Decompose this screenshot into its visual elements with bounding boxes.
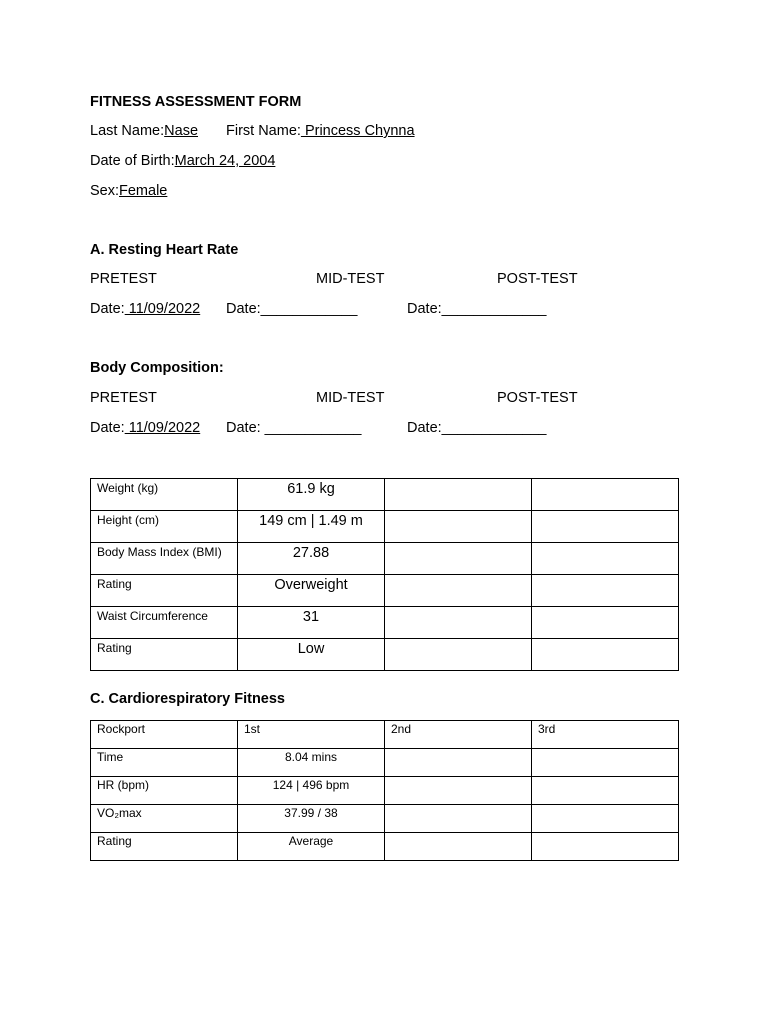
row-value: Average [238,833,385,861]
name-line [90,123,198,139]
resting-pre-date-label: Date: [90,301,125,317]
column-header: 2nd [385,721,532,749]
row-value: 31 [238,607,385,639]
empty-cell [532,749,679,777]
body-comp-mid-date: Date: ____________ [226,420,362,436]
table-row [91,543,679,575]
row-label: Rating [91,833,238,861]
resting-pre-date-value: 11/09/2022 [124,301,201,317]
row-label: Waist Circumference [91,607,238,639]
table-row [91,749,679,777]
row-label: Height (cm) [91,511,238,543]
row-value: 27.88 [238,543,385,575]
empty-cell [532,543,679,575]
table-row [91,575,679,607]
resting-pretest-label: PRETEST [90,271,157,287]
table-header-row [91,721,679,749]
cardio-table [90,720,679,861]
body-comp-pretest-label: PRETEST [90,390,157,406]
resting-pre-date [90,301,200,317]
table-row [91,511,679,543]
resting-heading: A. Resting Heart Rate [90,242,239,258]
table-row [91,833,679,861]
table-row [91,805,679,833]
row-label: VO₂max [91,805,238,833]
column-header: 3rd [532,721,679,749]
row-label: Weight (kg) [91,479,238,511]
first-name-label: First Name: [226,123,301,139]
row-label: HR (bpm) [91,777,238,805]
dob-line [90,153,275,169]
empty-cell [385,607,532,639]
empty-cell [385,639,532,671]
first-name-line [226,123,415,139]
empty-cell [532,511,679,543]
last-name-label: Last Name: [90,123,165,139]
table-row [91,639,679,671]
resting-post-date: Date:_____________ [407,301,547,317]
sex-line [90,183,167,199]
column-header: 1st [238,721,385,749]
column-header: Rockport [91,721,238,749]
body-comp-pre-date-label: Date: [90,420,125,436]
empty-cell [532,833,679,861]
body-comp-posttest-label: POST-TEST [497,390,578,406]
form-title: FITNESS ASSESSMENT FORM [90,94,302,110]
resting-posttest-label: POST-TEST [497,271,578,287]
body-comp-pre-date [90,420,200,436]
body-comp-heading: Body Composition: [90,360,224,376]
row-value: 149 cm | 1.49 m [238,511,385,543]
empty-cell [532,805,679,833]
empty-cell [532,607,679,639]
row-label: Rating [91,575,238,607]
dob-label: Date of Birth: [90,153,175,169]
row-value: 37.99 / 38 [238,805,385,833]
empty-cell [385,543,532,575]
body-composition-table [90,478,679,671]
table-row [91,777,679,805]
row-value: 8.04 mins [238,749,385,777]
empty-cell [385,805,532,833]
row-label: Body Mass Index (BMI) [91,543,238,575]
cardio-heading: C. Cardiorespiratory Fitness [90,691,285,707]
table-row [91,479,679,511]
empty-cell [532,777,679,805]
empty-cell [385,575,532,607]
resting-mid-date: Date:____________ [226,301,358,317]
row-label: Time [91,749,238,777]
last-name-value: Nase [164,123,199,139]
empty-cell [385,749,532,777]
body-comp-post-date: Date:_____________ [407,420,547,436]
sex-value: Female [119,183,168,199]
empty-cell [385,479,532,511]
empty-cell [385,511,532,543]
dob-value: March 24, 2004 [174,153,276,169]
body-comp-midtest-label: MID-TEST [316,390,385,406]
empty-cell [385,833,532,861]
row-value: 124 | 496 bpm [238,777,385,805]
row-value: Low [238,639,385,671]
empty-cell [532,479,679,511]
table-row [91,607,679,639]
sex-label: Sex: [90,183,120,199]
empty-cell [385,777,532,805]
row-value: 61.9 kg [238,479,385,511]
empty-cell [532,575,679,607]
first-name-value: Princess Chynna [300,123,415,139]
row-value: Overweight [238,575,385,607]
empty-cell [532,639,679,671]
body-comp-pre-date-value: 11/09/2022 [124,420,201,436]
resting-midtest-label: MID-TEST [316,271,385,287]
row-label: Rating [91,639,238,671]
